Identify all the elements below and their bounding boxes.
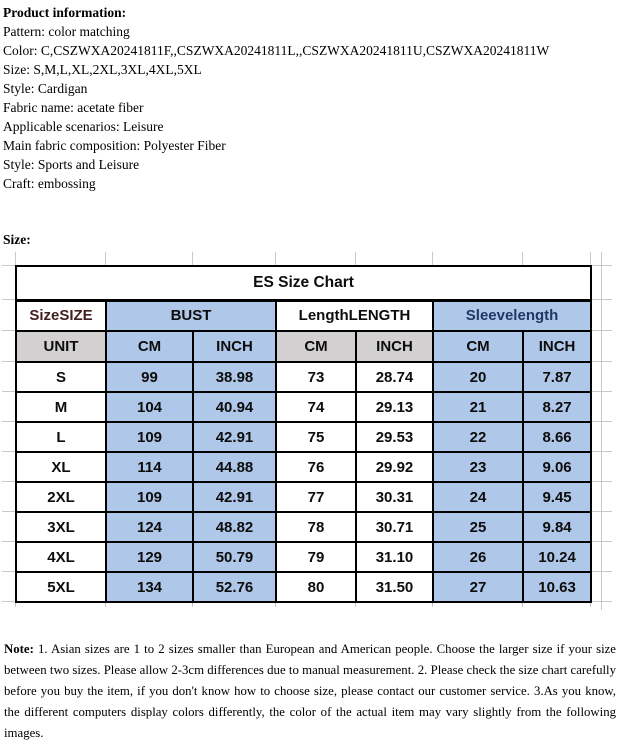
unit-length-cm-cell: CM: [276, 331, 356, 362]
bust-cm-cell: 109: [106, 422, 193, 452]
gridline-stub: [2, 541, 15, 542]
size-cell: M: [16, 392, 106, 422]
gridline-stub: [2, 571, 15, 572]
gridline-stub: [355, 252, 356, 265]
size-cell: 5XL: [16, 572, 106, 602]
product-info-line-scenarios: Applicable scenarios: Leisure: [3, 119, 164, 134]
length-inch-cell: 29.53: [356, 422, 433, 452]
length-cm-cell: 75: [276, 422, 356, 452]
gridline-stub: [2, 451, 15, 452]
sleeve-cm-cell: 23: [433, 452, 523, 482]
sleeve-inch-cell: 10.63: [523, 572, 591, 602]
group-header-bust: BUST: [106, 300, 276, 331]
sleeve-inch-cell: 9.06: [523, 452, 591, 482]
gridline-stub: [590, 421, 612, 422]
bust-inch-cell: 38.98: [193, 362, 276, 392]
length-cm-cell: 76: [276, 452, 356, 482]
table-row-m: [16, 392, 591, 422]
gridline-stub: [2, 361, 15, 362]
bust-cm-cell: 99: [106, 362, 193, 392]
sleeve-inch-cell: 9.84: [523, 512, 591, 542]
group-header-length: LengthLENGTH: [276, 300, 433, 331]
product-info-line-composition: Main fabric composition: Polyester Fiber: [3, 138, 226, 153]
gridline-stub: [590, 330, 612, 331]
size-cell: 4XL: [16, 542, 106, 572]
gridline-stub: [2, 421, 15, 422]
table-unit-row: [16, 331, 591, 362]
product-info-line-size: Size: S,M,L,XL,2XL,3XL,4XL,5XL: [3, 62, 202, 77]
bust-cm-cell: 109: [106, 482, 193, 512]
length-inch-cell: 31.10: [356, 542, 433, 572]
length-cm-cell: 73: [276, 362, 356, 392]
table-row-3xl: [16, 512, 591, 542]
gridline-stub: [590, 511, 612, 512]
product-info-heading: Product information:: [3, 5, 127, 20]
length-cm-cell: 78: [276, 512, 356, 542]
sleeve-cm-cell: 20: [433, 362, 523, 392]
sleeve-cm-cell: 26: [433, 542, 523, 572]
table-row-l: [16, 422, 591, 452]
note-label: Note:: [4, 642, 34, 656]
length-inch-cell: 29.92: [356, 452, 433, 482]
gridline-stub: [192, 252, 193, 265]
gridline-stub: [2, 511, 15, 512]
table-title-cell: ES Size Chart: [16, 266, 591, 300]
gridline-stub: [590, 391, 612, 392]
sleeve-inch-cell: 7.87: [523, 362, 591, 392]
gridline-stub: [601, 252, 602, 610]
gridline-stub: [2, 265, 15, 266]
table-group-header-row: [16, 300, 591, 331]
product-info-section: [3, 3, 603, 193]
unit-bust-cm-cell: CM: [106, 331, 193, 362]
size-section-label: Size:: [3, 232, 31, 247]
bust-inch-cell: 52.76: [193, 572, 276, 602]
gridline-stub: [2, 330, 15, 331]
product-info-line-pattern: Pattern: color matching: [3, 24, 130, 39]
gridline-stub: [432, 252, 433, 265]
bust-cm-cell: 104: [106, 392, 193, 422]
bust-inch-cell: 44.88: [193, 452, 276, 482]
gridline-stub: [275, 252, 276, 265]
gridline-stub: [105, 252, 106, 265]
unit-sleeve-inch-cell: INCH: [523, 331, 591, 362]
length-cm-cell: 77: [276, 482, 356, 512]
table-row-4xl: [16, 542, 591, 572]
bust-inch-cell: 50.79: [193, 542, 276, 572]
gridline-stub: [2, 391, 15, 392]
gridline-stub: [590, 252, 591, 265]
table-row-xl: [16, 452, 591, 482]
sleeve-inch-cell: 10.24: [523, 542, 591, 572]
sleeve-inch-cell: 8.27: [523, 392, 591, 422]
length-cm-cell: 74: [276, 392, 356, 422]
table-row-s: [16, 362, 591, 392]
size-cell: L: [16, 422, 106, 452]
gridline-stub: [590, 481, 612, 482]
note-text: 1. Asian sizes are 1 to 2 sizes smaller than European and American people. Choose the larger size if your size between two sizes. Please allow 2-3cm differences due to manual measurement. 2. Please check the size chart carefully before you buy the item, if you don't know how to choose size, please contact our customer service. 3.As you know, the different computers display colors differently, the color of the actual item may vary slightly from the following images.: [4, 642, 616, 740]
sleeve-cm-cell: 27: [433, 572, 523, 602]
gridline-stub: [590, 451, 612, 452]
bust-inch-cell: 42.91: [193, 422, 276, 452]
product-info-line-color: Color: C,CSZWXA20241811F,,CSZWXA20241811L,,CSZWXA20241811U,CSZWXA20241811W: [3, 43, 550, 58]
length-inch-cell: 30.71: [356, 512, 433, 542]
sleeve-cm-cell: 24: [433, 482, 523, 512]
length-inch-cell: 29.13: [356, 392, 433, 422]
gridline-stub: [590, 299, 612, 300]
gridline-stub: [522, 252, 523, 265]
unit-sleeve-cm-cell: CM: [433, 331, 523, 362]
length-inch-cell: 28.74: [356, 362, 433, 392]
gridline-stub: [590, 571, 612, 572]
length-inch-cell: 30.31: [356, 482, 433, 512]
unit-bust-inch-cell: INCH: [193, 331, 276, 362]
group-header-size: SizeSIZE: [16, 300, 106, 331]
sleeve-inch-cell: 8.66: [523, 422, 591, 452]
bust-inch-cell: 42.91: [193, 482, 276, 512]
group-header-sleeve: Sleevelength: [433, 300, 591, 331]
bust-inch-cell: 40.94: [193, 392, 276, 422]
size-cell: 3XL: [16, 512, 106, 542]
length-cm-cell: 79: [276, 542, 356, 572]
gridline-stub: [590, 361, 612, 362]
sleeve-cm-cell: 25: [433, 512, 523, 542]
unit-label-cell: UNIT: [16, 331, 106, 362]
table-row-2xl: [16, 482, 591, 512]
gridline-stub: [2, 601, 15, 602]
unit-length-inch-cell: INCH: [356, 331, 433, 362]
note-paragraph: [4, 639, 616, 744]
length-inch-cell: 31.50: [356, 572, 433, 602]
bust-cm-cell: 114: [106, 452, 193, 482]
size-cell: XL: [16, 452, 106, 482]
sleeve-cm-cell: 22: [433, 422, 523, 452]
product-info-line-style: Style: Cardigan: [3, 81, 88, 96]
size-cell: 2XL: [16, 482, 106, 512]
gridline-stub: [590, 541, 612, 542]
sleeve-cm-cell: 21: [433, 392, 523, 422]
bust-cm-cell: 129: [106, 542, 193, 572]
product-info-line-style2: Style: Sports and Leisure: [3, 157, 140, 172]
table-row-5xl: [16, 572, 591, 602]
sleeve-inch-cell: 9.45: [523, 482, 591, 512]
bust-cm-cell: 124: [106, 512, 193, 542]
size-cell: S: [16, 362, 106, 392]
bust-cm-cell: 134: [106, 572, 193, 602]
length-cm-cell: 80: [276, 572, 356, 602]
gridline-stub: [590, 601, 612, 602]
size-chart-table: [15, 265, 592, 603]
product-info-line-craft: Craft: embossing: [3, 176, 96, 191]
gridline-stub: [2, 481, 15, 482]
gridline-stub: [590, 265, 612, 266]
gridline-stub: [2, 299, 15, 300]
bust-inch-cell: 48.82: [193, 512, 276, 542]
gridline-stub: [15, 252, 16, 265]
table-title-row: [16, 266, 591, 300]
product-info-line-fabric-name: Fabric name: acetate fiber: [3, 100, 144, 115]
